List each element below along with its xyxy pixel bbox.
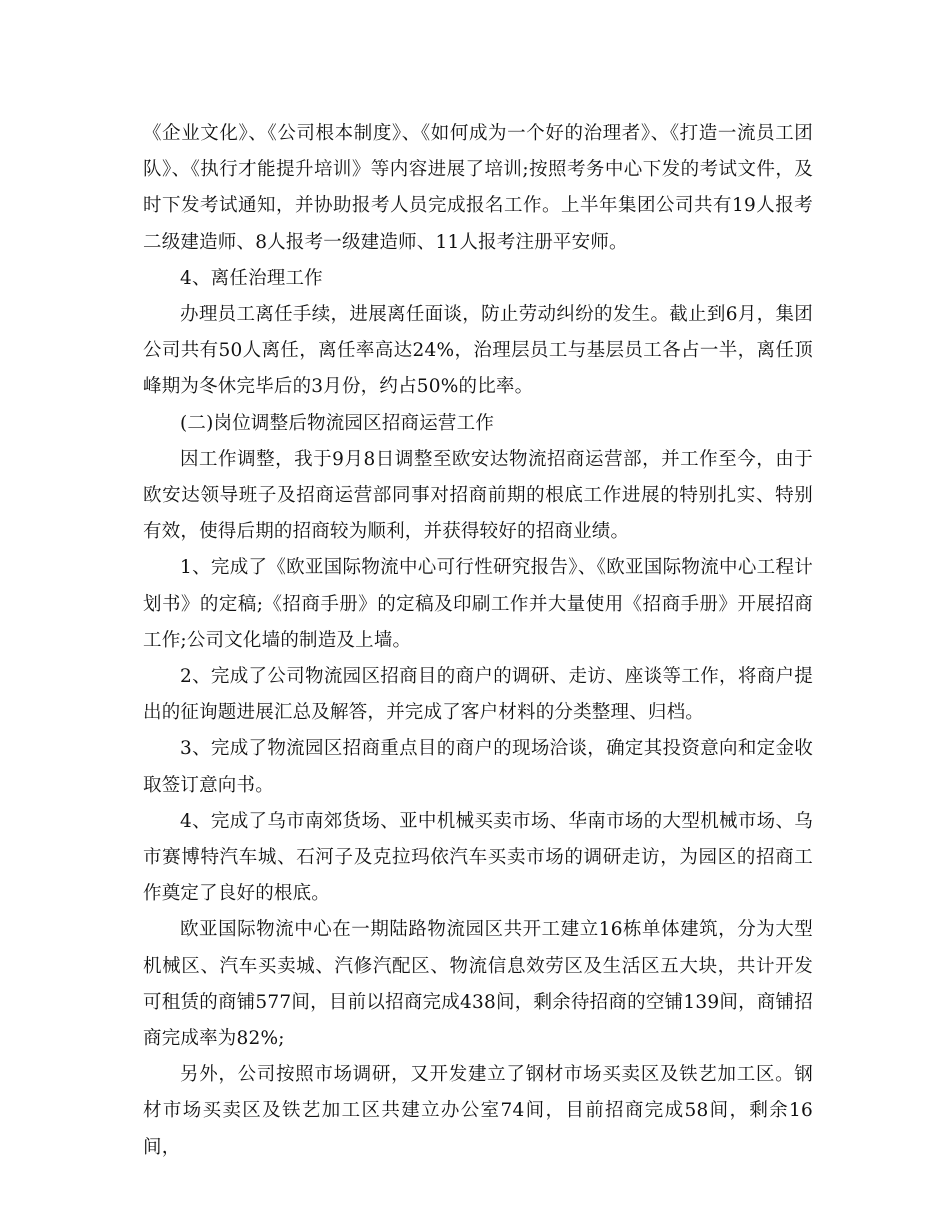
paragraph-item-1: 1、完成了《欧亚国际物流中心可行性研究报告》、《欧亚国际物流中心工程计划书》的定稿;《招商手册》的定稿及印刷工作并大量使用《招商手册》开展招商工作;公司文化墙的制造及上墙。 <box>143 557 813 651</box>
paragraph-resignation-details: 办理员工离任手续，进展离任面谈，防止劳动纠纷的发生。截止到6月，集团公司共有50人离任，离任率高达24%，治理层员工与基层员工各占一半，离任顶峰期为冬休完毕后的3月份，约占50%的比率。 <box>143 304 813 398</box>
paragraph-training-continuation: 《企业文化》、《公司根本制度》、《如何成为一个好的治理者》、《打造一流员工团队》、《执行才能提升培训》等内容进展了培训;按照考务中心下发的考试文件，及时下发考试通知，并协助报考人员完成报名工作。上半年集团公司共有19人报考二级建造师、8人报考一级建造师、11人报考注册平安师。 <box>143 123 813 253</box>
paragraph-item-3: 3、完成了物流园区招商重点目的商户的现场洽谈，确定其投资意向和定金收取签订意向书。 <box>143 738 813 796</box>
paragraph-item-4: 4、完成了乌市南郊货场、亚中机械买卖市场、华南市场的大型机械市场、乌市赛博特汽车城、石河子及克拉玛依汽车买卖市场的调研走访，为园区的招商工作奠定了良好的根底。 <box>143 810 813 905</box>
paragraph-logistics-center-stats: 欧亚国际物流中心在一期陆路物流园区共开工建立16栋单体建筑，分为大型机械区、汽车买卖城、汽修汽配区、物流信息效劳区及生活区五大块，共计开发可租赁的商铺577间，目前以招商完成438间，剩余待招商的空铺139间，商铺招商完成率为82%; <box>143 919 813 1050</box>
heading-logistics-park-operations: (二)岗位调整后物流园区招商运营工作 <box>180 412 495 434</box>
document-body <box>143 116 813 1166</box>
paragraph-item-2: 2、完成了公司物流园区招商目的商户的调研、走访、座谈等工作，将商户提出的征询题进展汇总及解答，并完成了客户材料的分类整理、归档。 <box>143 666 813 724</box>
heading-resignation-management: 4、离任治理工作 <box>180 267 323 289</box>
paragraph-steel-market: 另外，公司按照市场调研，又开发建立了钢材市场买卖区及铁艺加工区。钢材市场买卖区及铁艺加工区共建立办公室74间，目前招商完成58间，剩余16间， <box>143 1064 813 1158</box>
paragraph-job-adjustment: 因工作调整，我于9月8日调整至欧安达物流招商运营部，并工作至今，由于欧安达领导班子及招商运营部同事对招商前期的根底工作进展的特别扎实、特别有效，使得后期的招商较为顺利，并获得较好的招商业绩。 <box>143 448 813 543</box>
